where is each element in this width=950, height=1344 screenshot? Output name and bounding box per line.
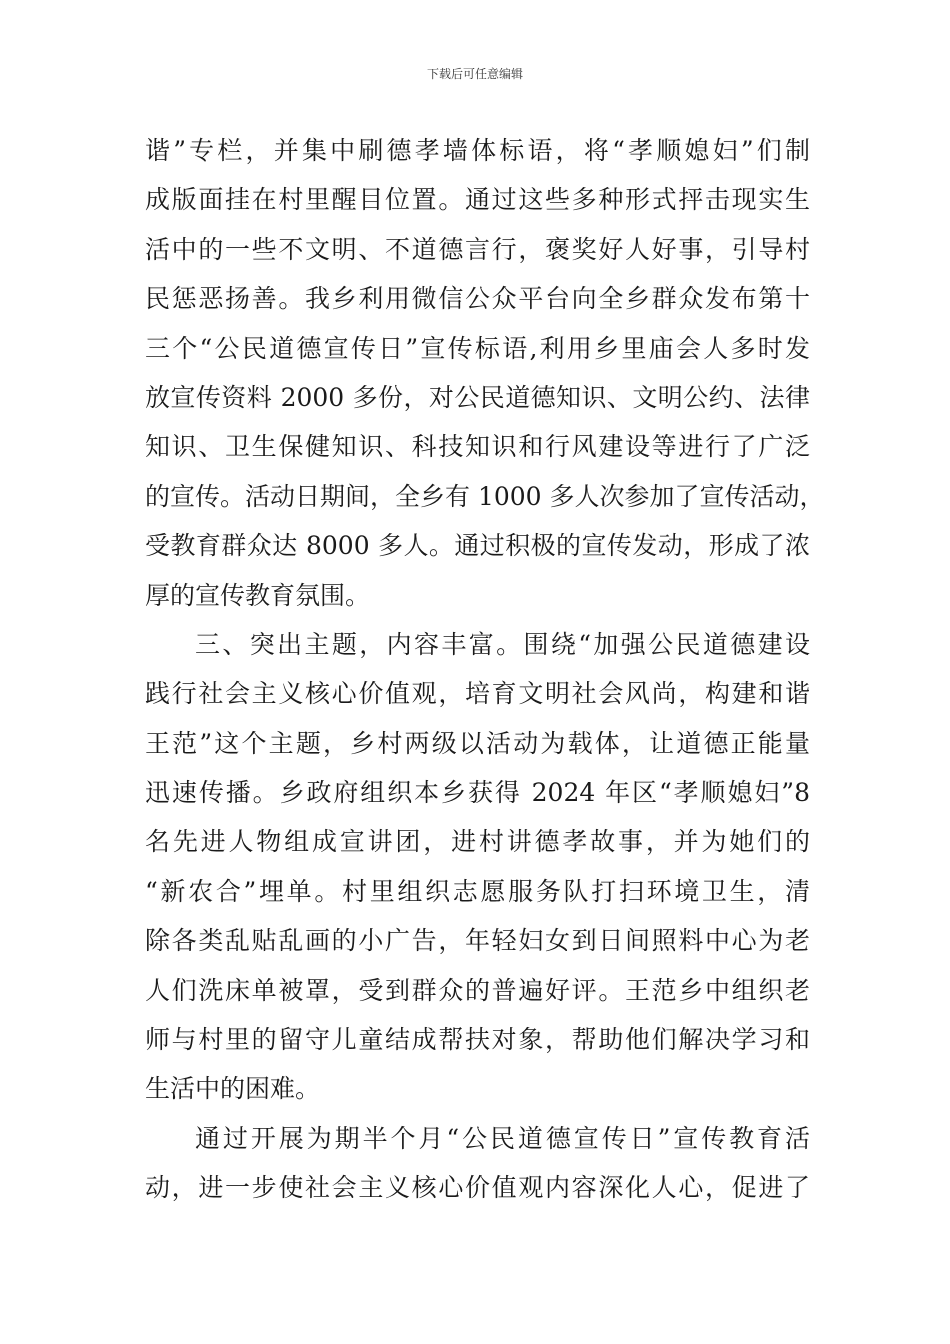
page-header-note: 下载后可任意编辑 [426, 67, 523, 81]
text-line: 活中的一些不文明、不道德言行，褒奖好人好事，引导村 [145, 234, 810, 264]
text-line: 通过开展为期半个月“公民道德宣传日”宣传教育活 [195, 1123, 810, 1153]
text-line: “新农合”埋单。村里组织志愿服务队打扫环境卫生，清 [145, 876, 810, 906]
text-line: 谐”专栏，并集中刷德孝墙体标语，将“孝顺媳妇”们制 [145, 136, 810, 165]
text-line: 受教育群众达 8000 多人。通过积极的宣传发动，形成了浓 [145, 531, 810, 561]
text-line: 除各类乱贴乱画的小广告，年轻妇女到日间照料中心为老 [145, 926, 810, 956]
paragraph [145, 1114, 810, 1213]
text-line: 放宣传资料 2000 多份，对公民道德知识、文明公约、法律 [145, 382, 810, 412]
paragraph [145, 620, 810, 1114]
text-line: 生活中的困难。 [145, 1074, 321, 1104]
text-line: 厚的宣传教育氛围。 [145, 580, 371, 610]
document-body [145, 126, 825, 1213]
text-line: 王范”这个主题，乡村两级以活动为载体，让道德正能量 [145, 728, 810, 758]
text-line: 知识、卫生保健知识、科技知识和行风建设等进行了广泛 [145, 432, 810, 462]
paragraph [145, 126, 825, 620]
text-line: 践行社会主义核心价值观，培育文明社会风尚，构建和谐 [145, 679, 810, 709]
text-line: 迅速传播。乡政府组织本乡获得 2024 年区“孝顺媳妇”8 [145, 778, 810, 808]
text-line: 的宣传。活动日期间，全乡有 1000 多人次参加了宣传活动， [145, 481, 825, 511]
text-line: 三个“公民道德宣传日”宣传标语,利用乡里庙会人多时发 [145, 333, 810, 363]
text-line: 民惩恶扬善。我乡利用微信公众平台向全乡群众发布第十 [145, 284, 810, 314]
text-line: 动，进一步使社会主义核心价值观内容深化人心，促进了 [145, 1173, 810, 1203]
text-line: 师与村里的留守儿童结成帮扶对象，帮助他们解决学习和 [145, 1025, 810, 1055]
text-line: 人们洗床单被罩，受到群众的普遍好评。王范乡中组织老 [145, 975, 810, 1005]
text-line: 名先进人物组成宣讲团，进村讲德孝故事，并为她们的 [145, 827, 810, 857]
text-line: 成版面挂在村里醒目位置。通过这些多种形式抨击现实生 [145, 185, 810, 215]
text-line: 三、突出主题，内容丰富。围绕“加强公民道德建设 [195, 629, 810, 659]
